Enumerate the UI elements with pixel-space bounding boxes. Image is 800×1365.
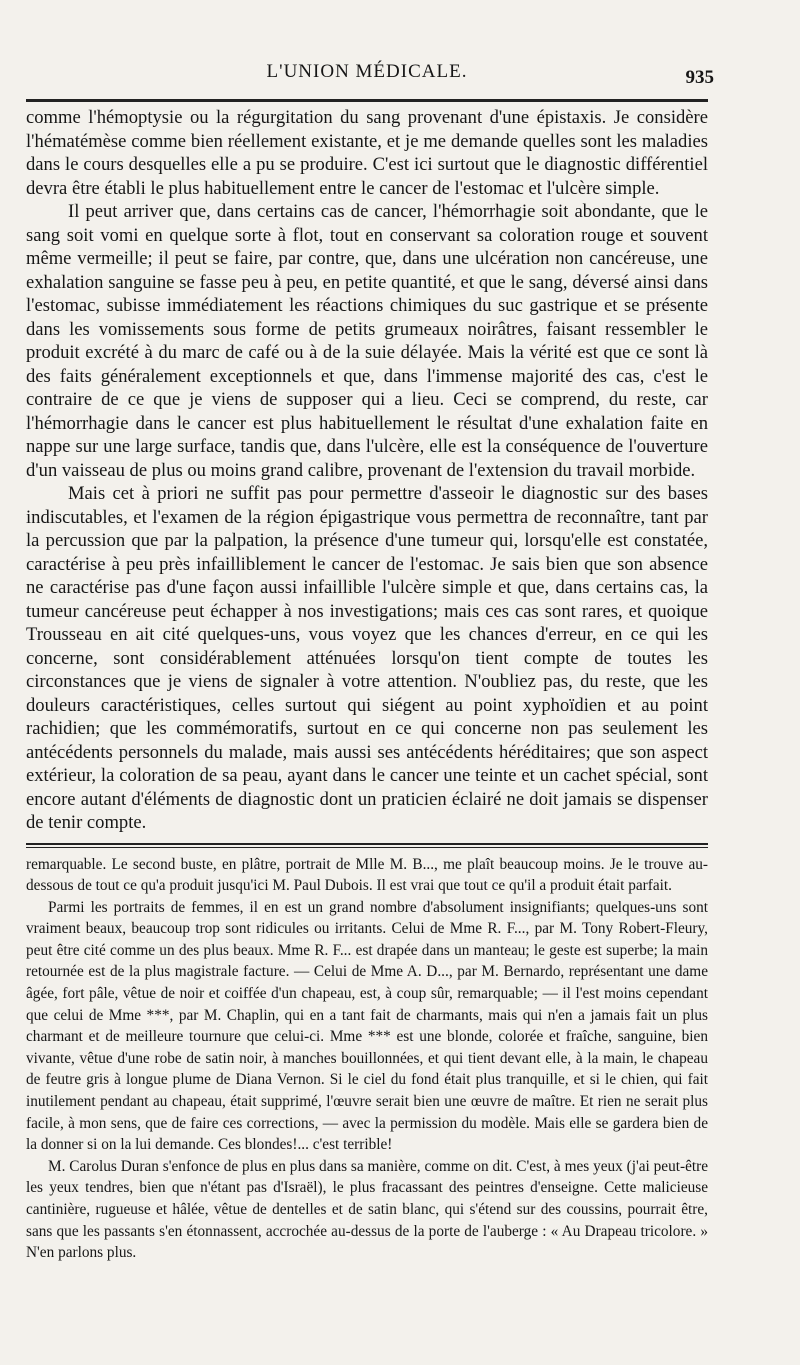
article-paragraph-3: Mais cet à priori ne suffit pas pour permettre d'asseoir le diagnostic sur des bases indiscutables, et l'examen de la région épigastrique vous permettra de reconnaître, tant par la percussion que par la palpation, la présence d'une tumeur qui, lorsqu'elle est constatée, caractérise à peu près infailliblement le cancer de l'estomac. Je sais bien que son absence ne caractérise pas d'une façon aussi infaillible l'ulcère simple et que, dans certains cas, la tumeur cancéreuse peut échapper à nos investigations; mais ces cas sont rares, et quoique Trousseau en ait cité quelques-uns, vous voyez que les chances d'erreur, en ce qui les concerne, sont considérablement atténuées lorsqu'on tient compte de toutes les circonstances que je viens de signaler à votre attention. N'oubliez pas, du reste, que les douleurs caractéristiques, celles surtout qui siégent au point xyphoïdien et au point rachidien; que les commémoratifs, surtout en ce qui concerne non pas seulement les antécédents personnels du malade, mais aussi ses antécédents héréditaires; que son aspect extérieur, la coloration de sa peau, ayant dans le cancer une teinte et un cachet spécial, sont encore autant d'éléments de diagnostic dont un praticien éclairé ne doit jamais se dispenser de tenir compte.: [26, 483, 708, 833]
article-paragraph-1: comme l'hémoptysie ou la régurgitation du sang provenant d'une épistaxis. Je considère l'hématémèse comme bien réellement existante, et je me demande quelles sont les maladies dans le cours desquelles elle a pu se produire. C'est ici surtout que le diagnostic différentiel devra être établi le plus habituellement entre le cancer de l'estomac et l'ulcère simple.: [26, 107, 708, 199]
feuilleton-section: [26, 854, 708, 1264]
header-rule: [26, 99, 708, 102]
running-head: [26, 55, 714, 89]
feuilleton-paragraph-1: remarquable. Le second buste, en plâtre, portrait de Mlle M. B..., me plaît beaucoup moins. Je le trouve au-dessous de tout ce qu'a produit jusqu'ici M. Paul Dubois. Il est vrai que tout ce qu'il a produit était parfait.: [26, 855, 708, 895]
main-article: [26, 106, 708, 835]
feuilleton-paragraph-2: Parmi les portraits de femmes, il en est un grand nombre d'absolument insignifiants; quelques-uns sont vraiment beaux, beaucoup trop sont ridicules ou irritants. Celui de Mme R. F..., par M. Tony Robert-Fleury, peut être cité comme un des plus beaux. Mme R. F... est drapée dans un manteau; le geste est superbe; la main retournée est de la plus magistrale facture. — Celui de Mme A. D..., par M. Bernardo, représentant une dame âgée, fort pâle, vêtue de noir et coiffée d'un chapeau, est, à coup sûr, remarquable; — il l'est moins cependant que celui de Mme ***, par M. Chaplin, qui en a tant fait de charmants, mais qui n'en a jamais fait un plus charmant et de meilleure tournure que celui-ci. Mme *** est une blonde, colorée et fraîche, sanguine, bien vivante, vêtue d'une robe de satin noir, à manches bouillonnées, et qui tient devant elle, à la main, le chapeau de feutre gris à longue plume de Diana Vernon. Si le ciel du fond était plus tranquille, et si le chien, qui fait inutilement pendant au chapeau, était supprimé, l'œuvre serait bien une œuvre de maître. Et rien ne serait plus facile, à mon sens, que de faire ces corrections, — avec la permission du modèle. Mais elle se gardera bien de la donner si on la lui demande. Ces blondes!... c'est terrible!: [26, 898, 708, 1154]
page-number: 935: [685, 67, 714, 88]
article-paragraph-2: Il peut arriver que, dans certains cas de cancer, l'hémorrhagie soit abondante, que le sang soit vomi en quelque sorte à flot, tout en conservant sa coloration rouge et souvent même vermeille; il peut se faire, par contre, que, dans une ulcération non cancéreuse, une exhalation sanguine se fasse peu à peu, en petite quantité, et que le sang, déversé ainsi dans l'estomac, subisse immédiatement les réactions chimiques du suc gastrique et se présente dans les vomissements sous forme de petits grumeaux noirâtres, faisant ressembler le produit excrété à du marc de café ou à de la suie délayée. Mais la vérité est que ce sont là des faits généralement exceptionnels et que, dans l'immense majorité des cas, c'est le contraire de ce que je viens de supposer qui a lieu. Ceci se comprend, du reste, car l'hémorrhagie dans le cancer est plus habituellement le résultat d'une exhalation faite en nappe sur une large surface, tandis que, dans l'ulcère, elle est la conséquence de l'ouverture d'un vaisseau de plus ou moins grand calibre, provenant de l'extension du travail morbide.: [26, 201, 708, 481]
feuilleton-paragraph-3: M. Carolus Duran s'enfonce de plus en plus dans sa manière, comme on dit. C'est, à mes yeux (j'ai peut-être les yeux tendres, bien que n'étant pas d'Israël), le plus fracassant des peintres d'enseigne. Cette malicieuse cantinière, rugueuse et hâlée, vêtue de dentelles et de satin blanc, qui s'étend sur des coussins, pourrait être, sans que les passants s'en étonnassent, accrochée au-dessus de la porte de l'auberge : « Au Drapeau tricolore. » N'en parlons plus.: [26, 1157, 708, 1262]
journal-title: L'UNION MÉDICALE.: [266, 61, 468, 82]
feuilleton-separator: [26, 843, 708, 848]
